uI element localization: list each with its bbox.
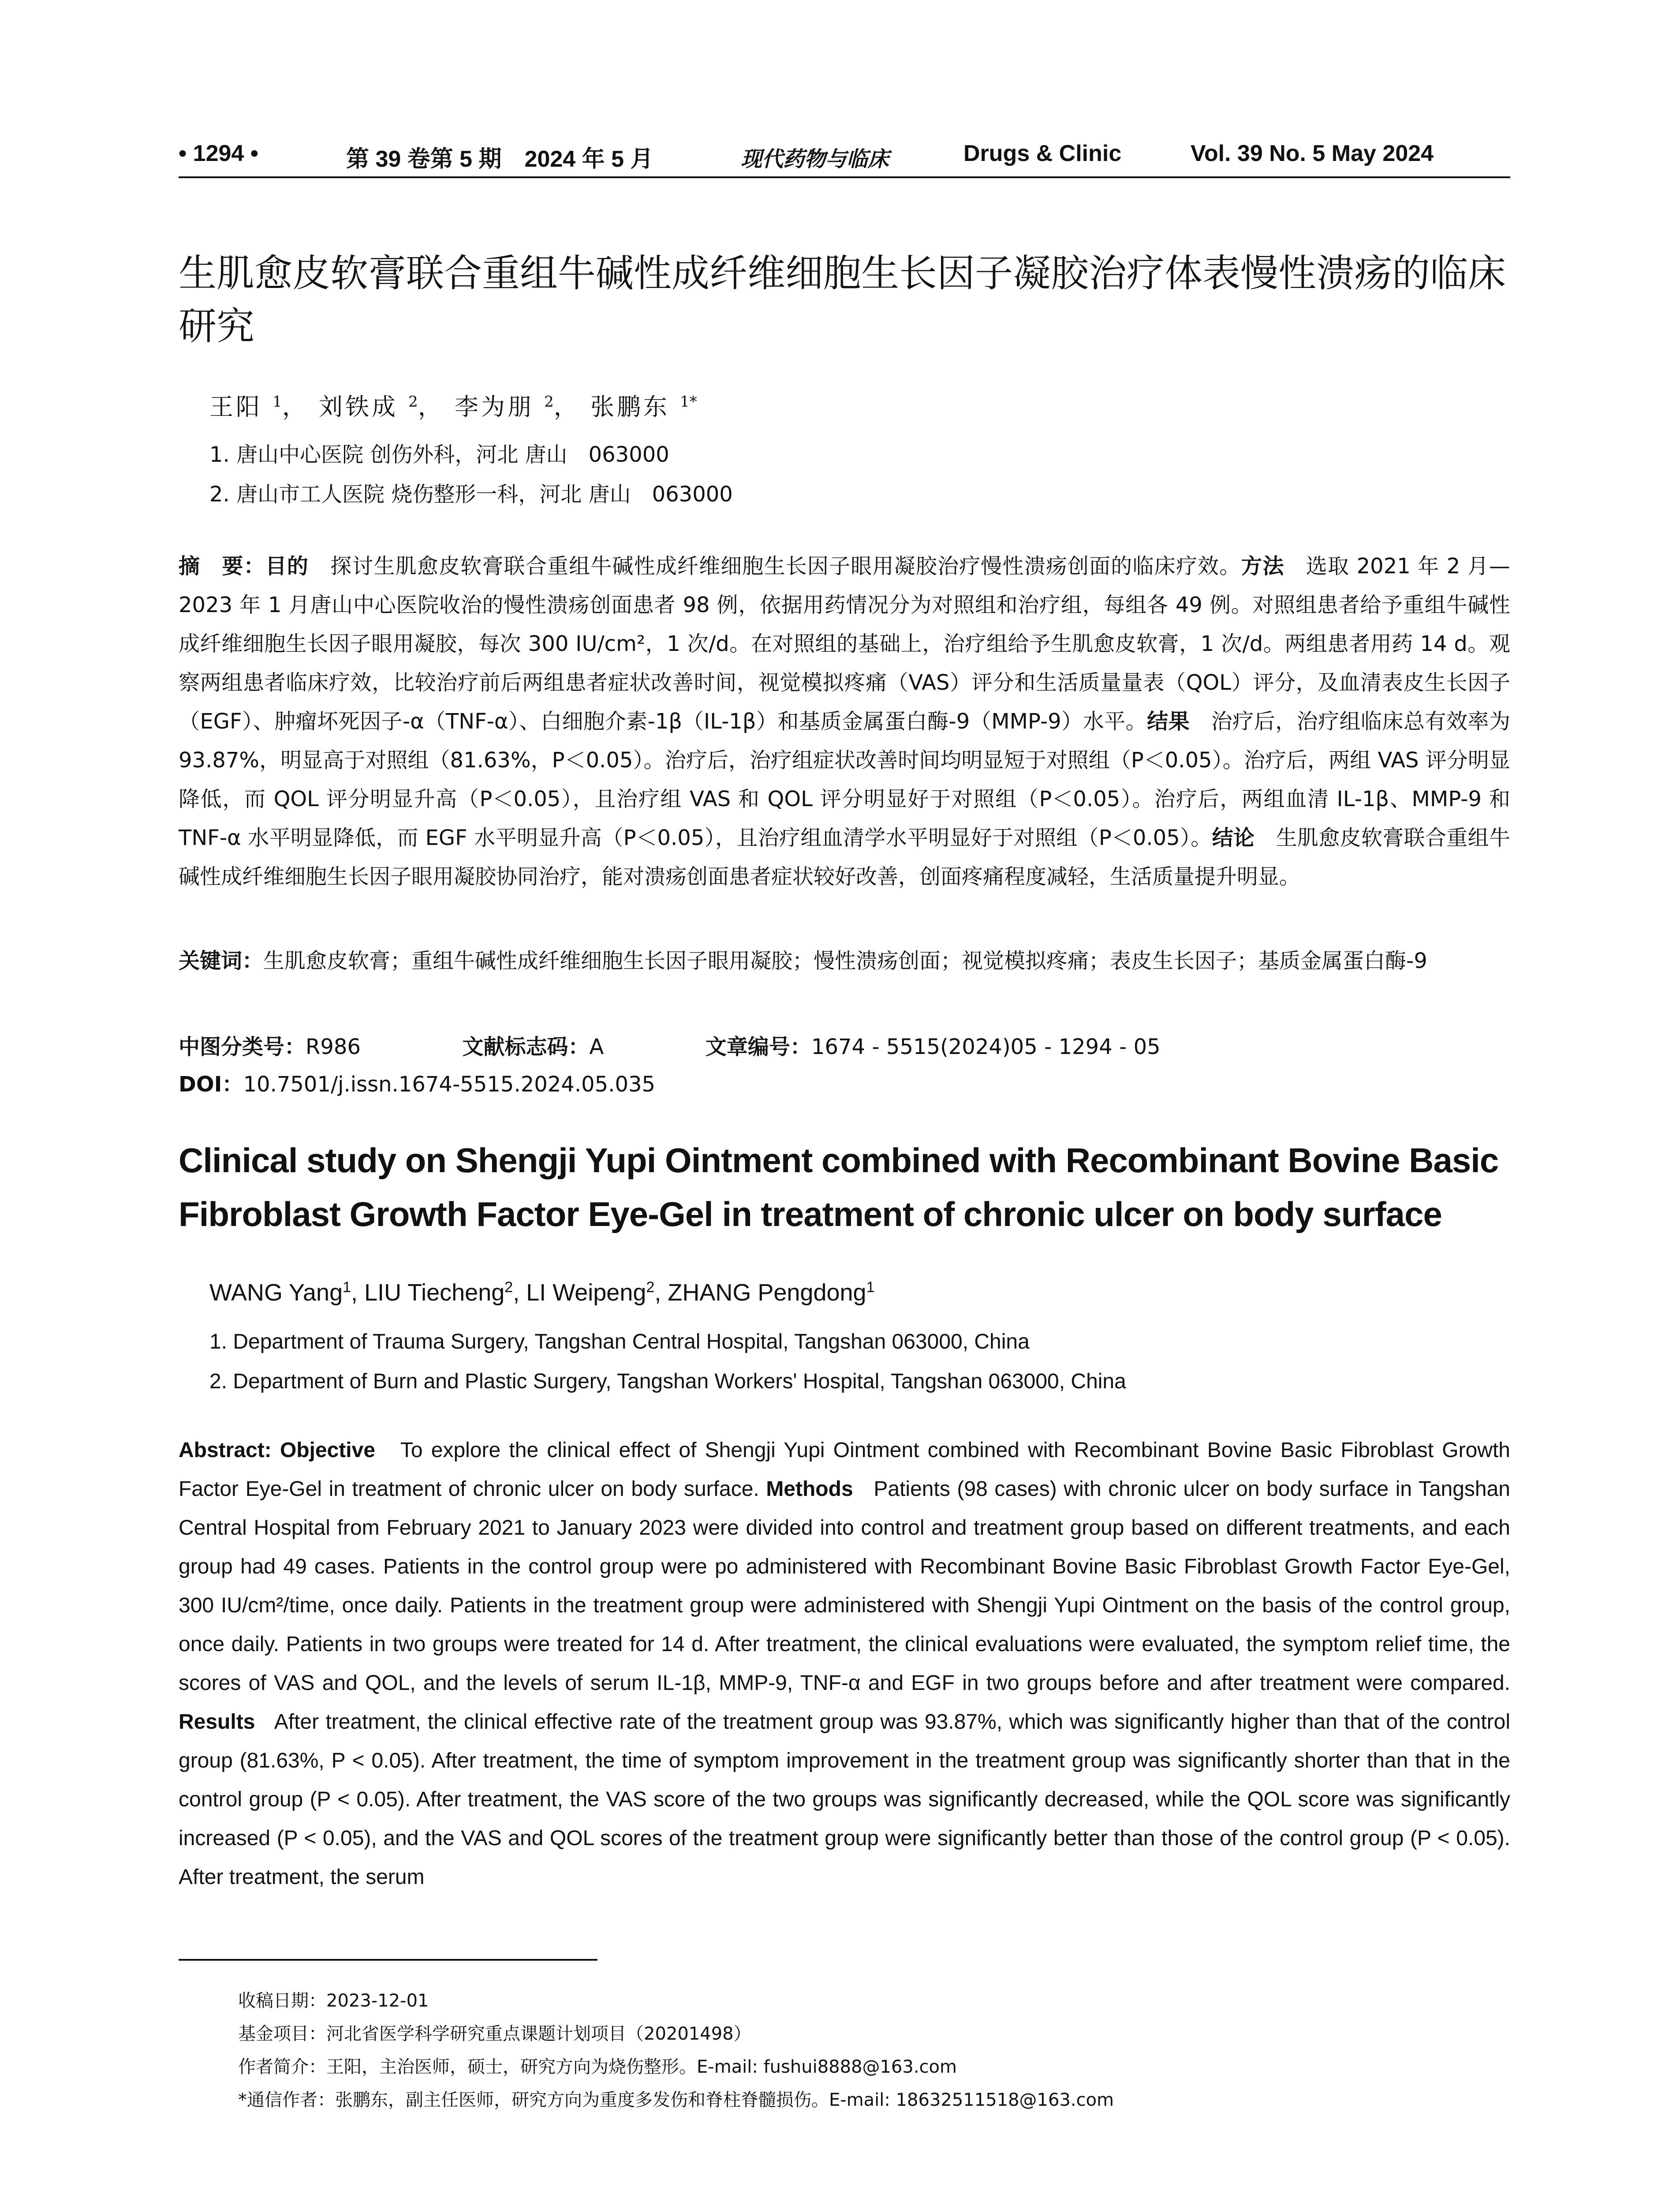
article-no-label: 文章编号： — [705, 1035, 811, 1059]
en-author: LI Weipeng$^2$ — [526, 1279, 655, 1306]
cn-abstract — [179, 547, 1510, 896]
en-abstract-label: Abstract: — [179, 1439, 272, 1462]
en-results-label: Results — [179, 1710, 255, 1734]
cn-conclusion: 生肌愈皮软膏联合重组牛碱性成纤维细胞生长因子眼用凝胶协同治疗，能对溃疡创面患者症状较好改善，创面疼痛程度减轻，生活质量提升明显。 — [179, 826, 1510, 889]
clc-value: R986 — [306, 1035, 361, 1059]
running-head — [179, 140, 1510, 171]
footnote-author-bio: 作者简介：王阳，主治医师，硕士，研究方向为烧伤整形。E-mail: fushui8888@163.com — [238, 2057, 957, 2077]
journal-cn: 现代药物与临床 — [741, 147, 889, 172]
article-no-value: 1674 - 5515(2024)05 - 1294 - 05 — [811, 1035, 1161, 1059]
cn-methods: 选取 2021 年 2 月—2023 年 1 月唐山中心医院收治的慢性溃疡创面患者 98 例，依据用药情况分为对照组和治疗组，每组各 49 例。对照组患者给予重组牛碱性成纤维细胞生长因子眼用凝胶，每次 300 IU/cm²，1 次/d。在对照组的基础上，治疗组给予生肌愈皮软膏，1 次/d。两组患者用药 14 d。观察两组患者临床疗效，比较治疗前后两组患者症状改善时间，视觉模拟疼痛（VAS）评分和生活质量量表（QOL）评分，及血清表皮生长因子（EGF）、肿瘤坏死因子-α（TNF-α）、白细胞介素-1β（IL-1β）和基质金属蛋白酶-9（MMP-9）水平。 — [179, 554, 1510, 734]
cn-methods-label: 方法 — [1241, 554, 1284, 579]
cn-abstract-label: 摘 要： — [179, 554, 265, 579]
volume-cn: 第 39 卷第 5 期 2024 年 5 月 — [346, 146, 653, 172]
cn-title: 生肌愈皮软膏联合重组牛碱性成纤维细胞生长因子凝胶治疗体表慢性溃疡的临床研究 — [179, 251, 1506, 348]
doc-code-label: 文献标志码： — [462, 1035, 590, 1059]
en-author: WANG Yang$^1$ — [209, 1279, 351, 1306]
en-methods-label: Methods — [766, 1477, 853, 1501]
en-affiliation-1: 1. Department of Trauma Surgery, Tangshan Central Hospital, Tangshan 063000, China — [209, 1330, 1030, 1353]
cn-author: 李为朋 $^2$ — [454, 393, 554, 421]
clc-label: 中图分类号： — [179, 1035, 306, 1059]
footnote-received: 收稿日期：2023-12-01 — [238, 1991, 429, 2011]
cn-results-label: 结果 — [1147, 709, 1190, 734]
cn-author: 张鹏东 $^{1*}$ — [590, 393, 697, 421]
doc-code-value: A — [589, 1035, 604, 1059]
en-author: ZHANG Pengdong$^1$ — [668, 1279, 875, 1306]
cn-classification-line — [179, 1030, 1161, 1060]
en-affiliation-2: 2. Department of Burn and Plastic Surgery, Tangshan Workers' Hospital, Tangshan 063000, China — [209, 1370, 1126, 1393]
doi-line — [179, 1067, 655, 1098]
cn-author: 王阳 $^1$ — [209, 393, 282, 421]
en-abstract — [179, 1431, 1510, 1897]
en-author: LIU Tiecheng$^2$ — [364, 1279, 513, 1306]
cn-conclusion-label: 结论 — [1212, 826, 1255, 850]
cn-authors: 王阳 $^1$， 刘铁成 $^2$， 李为朋 $^2$， 张鹏东 $^{1*}$ — [209, 393, 697, 421]
doi-value: 10.7501/j.issn.1674-5515.2024.05.035 — [243, 1072, 656, 1097]
en-title: Clinical study on Shengji Yupi Ointment combined with Recombinant Bovine Basic Fibroblast Growth Factor Eye-Gel in treatment of chronic ulcer on body surface — [179, 1141, 1499, 1233]
footnote-corresponding: *通信作者：张鹏东，副主任医师，研究方向为重度多发伤和脊柱脊髓损伤。E-mail: 18632511518@163.com — [238, 2090, 1114, 2110]
doi-label: DOI： — [179, 1072, 243, 1097]
page-number: • 1294 • — [179, 141, 258, 166]
en-objective-label: Objective — [280, 1439, 376, 1462]
cn-keywords — [179, 942, 1510, 980]
cn-keywords-text: 生肌愈皮软膏；重组牛碱性成纤维细胞生长因子眼用凝胶；慢性溃疡创面；视觉模拟疼痛；表皮生长因子；基质金属蛋白酶-9 — [263, 949, 1427, 973]
en-objective: To explore the clinical effect of Shengji Yupi Ointment combined with Recombinant Bovine Basic Fibroblast Growth Factor Eye-Gel in treatment of chronic ulcer on body surface. — [179, 1439, 1511, 1501]
cn-affiliation-2: 2. 唐山市工人医院 烧伤整形一科，河北 唐山 063000 — [209, 482, 733, 507]
cn-keywords-label: 关键词： — [179, 949, 264, 973]
footnote-funding: 基金项目：河北省医学科学研究重点课题计划项目（20201498） — [238, 2024, 751, 2044]
en-authors: WANG Yang$^1$, LIU Tiecheng$^2$, LI Weipeng$^2$, ZHANG Pengdong$^1$ — [209, 1279, 875, 1306]
en-results: After treatment, the clinical effective rate of the treatment group was 93.87%, which was significantly higher than that of the control group (81.63%, P < 0.05). After treatment, the time of symptom improvement in the treatment group was significantly shorter than that in the control group (P < 0.05). After treatment, the VAS score of the two groups was significantly decreased, while the QOL score was significantly increased (P < 0.05), and the VAS and QOL scores of the treatment group were significantly better than those of the control group (P < 0.05). After treatment, the serum — [179, 1710, 1510, 1889]
footnote-rule — [179, 1959, 597, 1961]
volume-en: Vol. 39 No. 5 May 2024 — [1191, 141, 1434, 166]
cn-results: 治疗后，治疗组临床总有效率为 93.87%，明显高于对照组（81.63%，P＜0.05）。治疗后，治疗组症状改善时间均明显短于对照组（P＜0.05）。治疗后，两组 VAS 评分明显降低，而 QOL 评分明显升高（P＜0.05），且治疗组 VAS 和 QOL 评分明显好于对照组（P＜0.05）。治疗后，两组血清 IL-1β、MMP-9 和 TNF-α 水平明显降低，而 EGF 水平明显升高（P＜0.05），且治疗组血清学水平明显好于对照组（P＜0.05）。 — [179, 709, 1510, 850]
cn-objective-label: 目的 — [265, 554, 309, 579]
cn-author: 刘铁成 $^2$ — [318, 393, 418, 421]
en-methods: Patients (98 cases) with chronic ulcer on body surface in Tangshan Central Hospital from February 2021 to January 2023 were divided into control and treatment group based on different treatments, and each group had 49 cases. Patients in the control group were po administered with Recombinant Bovine Basic Fibroblast Growth Factor Eye-Gel, 300 IU/cm²/time, once daily. Patients in the treatment group were administered with Shengji Yupi Ointment on the basis of the control group, once daily. Patients in two groups were treated for 14 d. After treatment, the clinical evaluations were evaluated, the symptom relief time, the scores of VAS and QOL, and the levels of serum IL-1β, MMP-9, TNF-α and EGF in two groups before and after treatment were compared. — [179, 1477, 1510, 1695]
running-head-rule — [179, 176, 1510, 178]
journal-en: Drugs & Clinic — [963, 141, 1122, 166]
cn-objective: 探讨生肌愈皮软膏联合重组牛碱性成纤维细胞生长因子眼用凝胶治疗慢性溃疡创面的临床疗效。 — [330, 554, 1241, 579]
cn-affiliation-1: 1. 唐山中心医院 创伤外科，河北 唐山 063000 — [209, 442, 669, 467]
